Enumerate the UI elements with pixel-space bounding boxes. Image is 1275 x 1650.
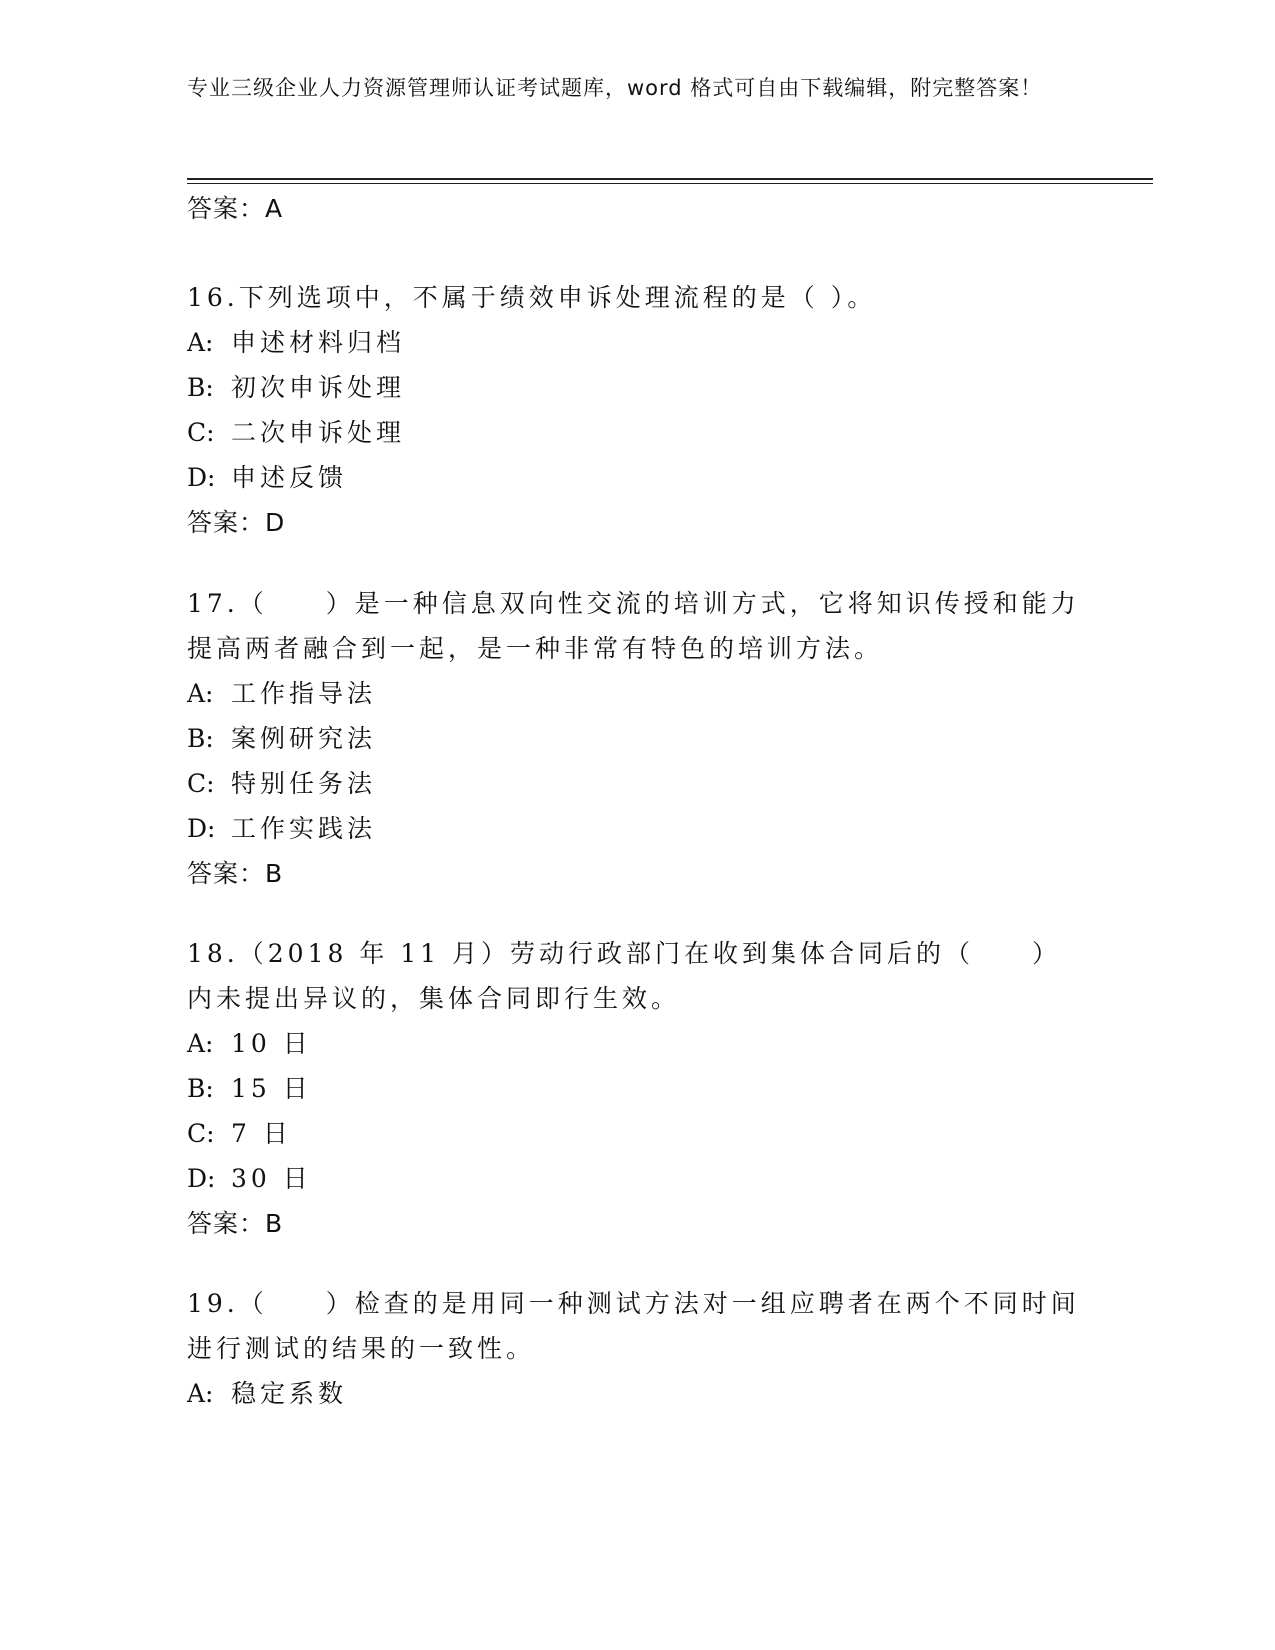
answer: 答案：B — [187, 1209, 284, 1238]
option-label: C: — [187, 1119, 215, 1148]
answer: 答案：D — [187, 508, 286, 537]
document-header: 专业三级企业人力资源管理师认证考试题库，word 格式可自由下载编辑，附完整答案！ — [187, 76, 1043, 100]
option-text: 特别任务法 — [231, 769, 377, 798]
option-label: B: — [187, 724, 214, 753]
option-label: C: — [187, 769, 215, 798]
option-label: D: — [187, 1164, 216, 1193]
answer: 答案：B — [187, 859, 284, 888]
option-a — [187, 320, 1087, 365]
option-text: 稳定系数 — [231, 1379, 348, 1408]
option-text: 10 日 — [231, 1029, 312, 1058]
question-18 — [187, 931, 1087, 1247]
option-b — [187, 365, 1087, 410]
option-text: 初次申诉处理 — [231, 373, 406, 402]
option-a — [187, 671, 1087, 716]
option-c — [187, 410, 1087, 455]
option-label: A: — [187, 1029, 214, 1058]
header-divider-top — [187, 178, 1153, 180]
option-label: A: — [187, 679, 214, 708]
question-16 — [187, 275, 1087, 546]
option-text: 7 日 — [231, 1119, 292, 1148]
option-label: A: — [187, 328, 214, 357]
option-d — [187, 1156, 1087, 1201]
option-label: B: — [187, 1074, 214, 1103]
option-text: 工作指导法 — [231, 679, 377, 708]
option-label: A: — [187, 1379, 214, 1408]
question-text: 17.（ ）是一种信息双向性交流的培训方式，它将知识传授和能力提高两者融合到一起，是一种非常有特色的培训方法。 — [187, 589, 1080, 663]
header-divider-bottom — [187, 183, 1153, 184]
option-d — [187, 806, 1087, 851]
option-label: B: — [187, 373, 214, 402]
question-19 — [187, 1281, 1087, 1416]
option-text: 15 日 — [231, 1074, 312, 1103]
option-text: 工作实践法 — [231, 814, 377, 843]
option-d — [187, 455, 1087, 500]
option-a — [187, 1021, 1087, 1066]
option-b — [187, 716, 1087, 761]
option-text: 二次申诉处理 — [231, 418, 406, 447]
option-text: 申述材料归档 — [231, 328, 406, 357]
previous-answer: 答案：A — [187, 194, 284, 223]
option-text: 申述反馈 — [231, 463, 348, 492]
option-c — [187, 761, 1087, 806]
option-a — [187, 1371, 1087, 1416]
option-text: 案例研究法 — [231, 724, 377, 753]
question-17 — [187, 581, 1087, 897]
option-text: 30 日 — [231, 1164, 312, 1193]
question-text: 18.（2018 年 11 月）劳动行政部门在收到集体合同后的（ ）内未提出异议的，集体合同即行生效。 — [187, 939, 1062, 1013]
question-text: 19.（ ）检查的是用同一种测试方法对一组应聘者在两个不同时间进行测试的结果的一致性。 — [187, 1289, 1080, 1363]
option-label: C: — [187, 418, 215, 447]
option-label: D: — [187, 463, 216, 492]
option-label: D: — [187, 814, 216, 843]
question-text: 16.下列选项中，不属于绩效申诉处理流程的是（ ）。 — [187, 283, 877, 312]
option-b — [187, 1066, 1087, 1111]
option-c — [187, 1111, 1087, 1156]
